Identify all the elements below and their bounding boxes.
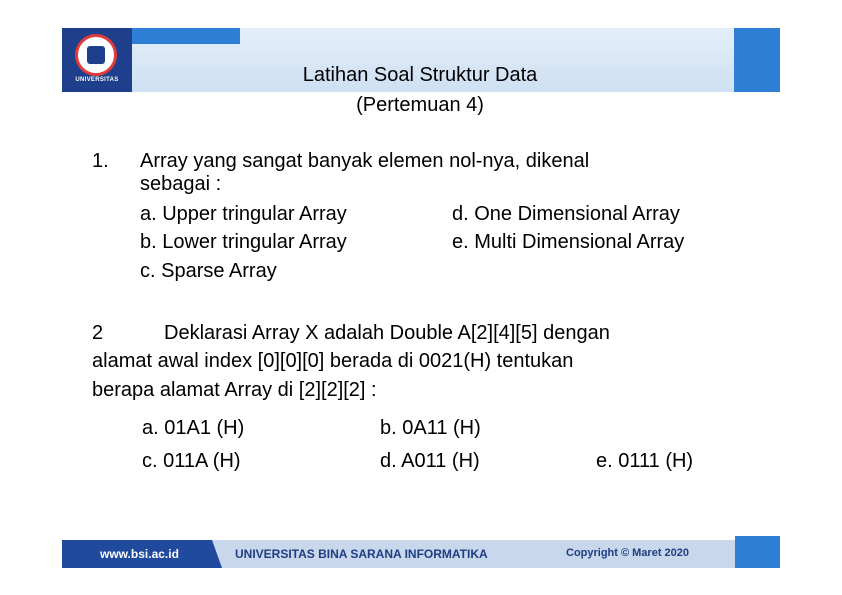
university-logo — [62, 28, 132, 92]
question1-option-c: c. Sparse Array — [140, 260, 277, 282]
logo-label: UNIVERSITAS — [75, 77, 119, 83]
question1-option-a: a. Upper tringular Array — [140, 203, 347, 225]
question2-text-line2: alamat awal index [0][0][0] berada di 0021(H) tentukan — [92, 350, 574, 372]
question1-number: 1. — [92, 150, 109, 172]
page-title: Latihan Soal Struktur Data — [302, 64, 538, 86]
header-stripe — [130, 28, 240, 44]
question2-option-c: c. 011A (H) — [142, 450, 241, 472]
question1-option-d: d. One Dimensional Array — [452, 203, 680, 225]
header-accent — [734, 28, 780, 92]
question1-option-b: b. Lower tringular Array — [140, 231, 347, 253]
logo-emblem-icon — [75, 34, 117, 76]
footer-accent — [735, 536, 780, 568]
footer-url: www.bsi.ac.id — [100, 547, 179, 561]
question1-text-line1: Array yang sangat banyak elemen nol-nya, dikenal — [140, 150, 590, 172]
footer-university: UNIVERSITAS BINA SARANA INFORMATIKA — [235, 547, 488, 561]
footer-copyright: Copyright © Maret 2020 — [566, 547, 690, 559]
question2-option-d: d. A011 (H) — [380, 450, 480, 472]
question2-option-e: e. 0111 (H) — [596, 450, 694, 472]
question1-text-line2: sebagai : — [140, 173, 222, 195]
question2-option-b: b. 0A11 (H) — [380, 417, 481, 439]
question2-text-line3: berapa alamat Array di [2][2][2] : — [92, 379, 377, 401]
page-subtitle: (Pertemuan 4) — [356, 94, 484, 116]
question2-text-line1: Deklarasi Array X adalah Double A[2][4][5] dengan — [164, 322, 610, 344]
question2-number: 2 — [92, 322, 104, 344]
question2-option-a: a. 01A1 (H) — [142, 417, 245, 439]
question1-option-e: e. Multi Dimensional Array — [452, 231, 685, 253]
